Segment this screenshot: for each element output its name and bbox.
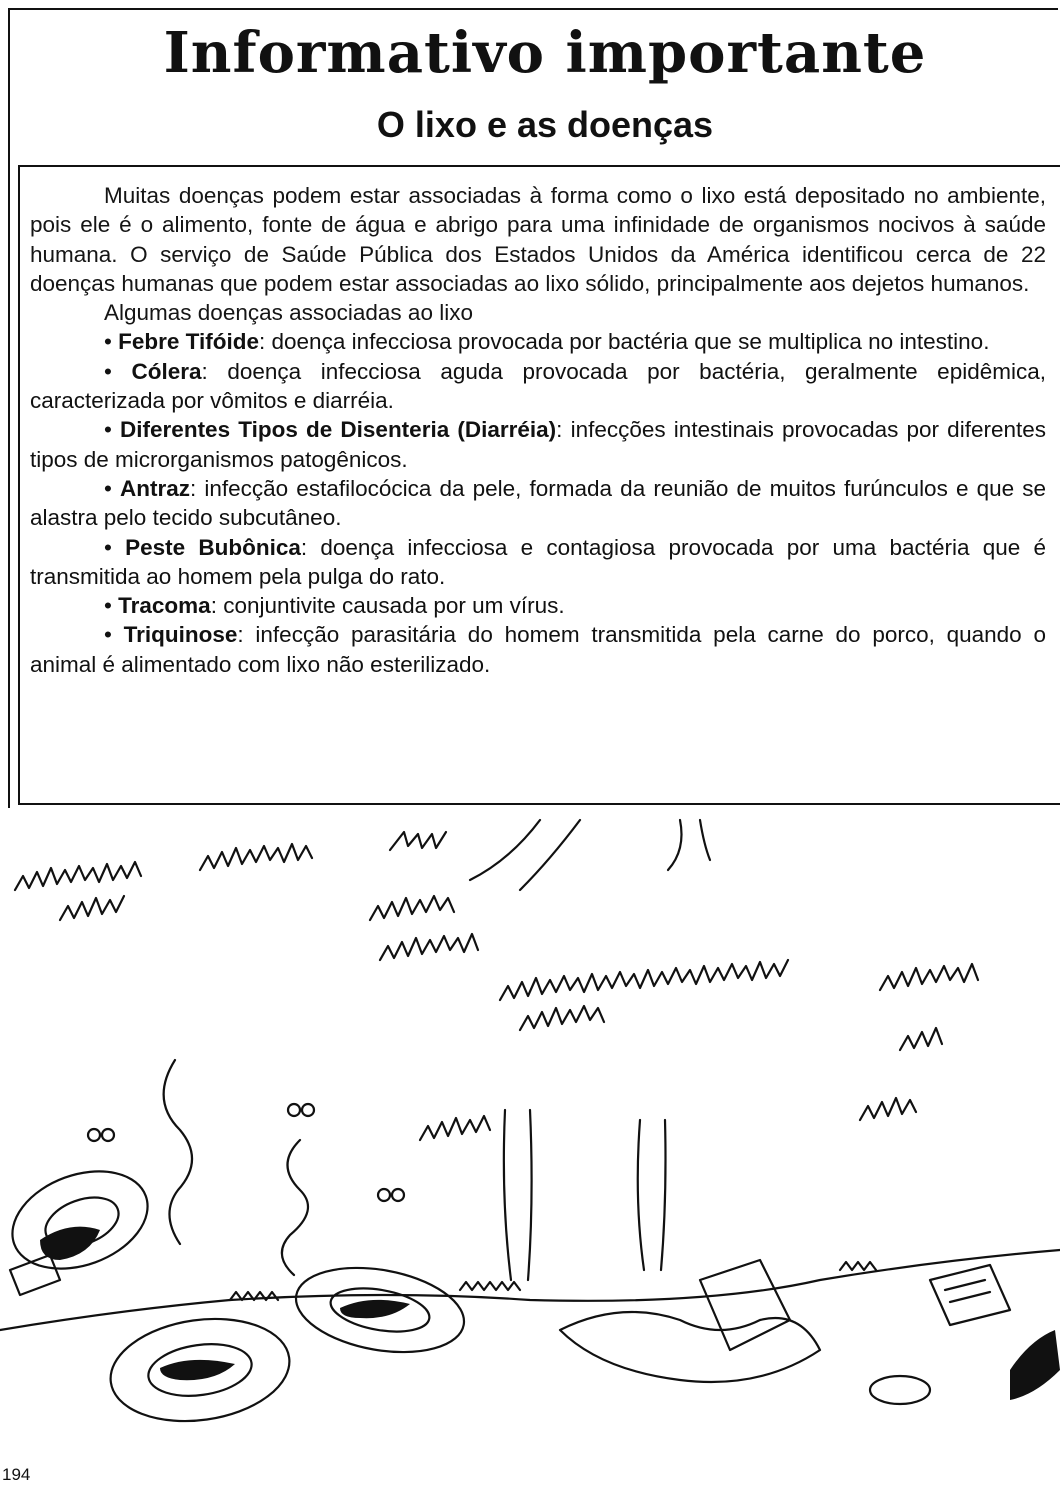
foliage-scribble: [900, 1028, 942, 1050]
disease-term: Diferentes Tipos de Disenteria (Diarréia): [120, 417, 557, 443]
disease-item-disenteria: • Diferentes Tipos de Disenteria (Diarréia): infecções intestinais provocadas por diferentes tipos de microrganismos patogênicos.: [30, 417, 1046, 472]
fly-icon: [288, 1104, 314, 1116]
fly-icon: [88, 1129, 114, 1141]
disease-term: Triquinose: [123, 622, 238, 648]
fly-icon: [378, 1189, 404, 1201]
tree-trunk: [504, 1110, 532, 1280]
disease-item-antraz: • Antraz: infecção estafilocócica da pele, formada da reunião de muitos furúnculos e que se alastra pelo tecido subcutâneo.: [30, 475, 1046, 531]
list-heading: Algumas doenças associadas ao lixo: [104, 300, 473, 326]
page-number: 194: [2, 1465, 31, 1484]
disease-desc: infecções intestinais provocadas por diferentes tipos de microrganismos patogênicos.: [30, 417, 1046, 472]
disease-item-triquinose: • Triquinose: infecção parasitária do homem transmitida pela carne do porco, quando o animal é alimentado com lixo não esterilizado.: [30, 622, 1046, 677]
tree-branch: [390, 832, 446, 850]
page-subtitle: O lixo e as doenças: [376, 104, 714, 145]
disease-desc: doença infecciosa aguda provocada por bactéria, geralmente epidêmica, caracterizada por vômitos e diarréia.: [30, 358, 1046, 414]
tire-left: [0, 1154, 161, 1286]
disease-item-febre-tifoide: • Febre Tifóide: doença infecciosa provocada por bactéria que se multiplica no intestino.: [104, 329, 990, 355]
foliage-scribble: [880, 964, 978, 990]
debris-pile: [560, 1312, 820, 1382]
tire-shadow: [40, 1227, 100, 1260]
tire-shadow: [160, 1360, 235, 1380]
debris-can: [10, 1255, 60, 1295]
intro-paragraph: Muitas doenças podem estar associadas à forma como o lixo está depositado no ambiente, pois ele é o alimento, fonte de água e abrigo para uma infinidade de organismos nocivos à saúde humana. O serviço de Saúde Pública dos Estados Unidos da América identificou cerca de 22 doenças humanas que podem estar associadas ao lixo sólido, principalmente aos dejetos humanos.: [30, 183, 1046, 296]
foliage-scribble: [860, 1098, 916, 1120]
info-box: [18, 165, 1060, 805]
disease-desc: infecção parasitária do homem transmitida pela carne do porco, quando o animal é alimentado com lixo não esterilizado.: [30, 622, 1046, 677]
tree-branch: [470, 820, 580, 890]
disease-term: Febre Tifóide: [118, 329, 259, 355]
disease-item-peste-bubonica: • Peste Bubônica: doença infecciosa e contagiosa provocada por uma bactéria que é transmitida ao homem pela pulga do rato.: [30, 534, 1047, 589]
mud-splash: [1010, 1330, 1060, 1400]
disease-desc: conjuntivite causada por um vírus.: [223, 593, 565, 619]
tire-shadow: [340, 1300, 410, 1318]
debris-bag: [700, 1260, 790, 1350]
disease-desc: doença infecciosa e contagiosa provocada por uma bactéria que é transmitida ao homem pela pulga do rato.: [30, 534, 1047, 589]
foliage-scribble: [60, 896, 124, 920]
debris-plate: [870, 1376, 930, 1404]
disease-desc: infecção estafilocócica da pele, formada da reunião de muitos furúnculos e que se alastra pelo tecido subcutâneo.: [30, 475, 1046, 531]
foliage-scribble: [15, 862, 141, 890]
disease-term: Antraz: [120, 475, 191, 501]
foliage-scribble: [370, 896, 454, 920]
disease-term: Cólera: [131, 358, 202, 384]
page-title: Informativo importante: [163, 20, 927, 86]
tree-branch: [668, 820, 710, 870]
stink-line: [282, 1140, 308, 1275]
foliage-scribble: [420, 1116, 490, 1140]
disease-term: Tracoma: [118, 593, 211, 619]
ground-grass: [230, 1262, 876, 1300]
stink-line: [164, 1060, 192, 1244]
foliage-scribble: [520, 1006, 604, 1030]
debris-crate: [930, 1265, 1010, 1325]
garbage-dump-illustration: [0, 810, 1060, 1470]
disease-desc: doença infecciosa provocada por bactéria que se multiplica no intestino.: [271, 329, 990, 355]
foliage-scribble: [200, 844, 312, 870]
disease-term: Peste Bubônica: [125, 534, 301, 560]
disease-item-tracoma: • Tracoma: conjuntivite causada por um vírus.: [104, 593, 565, 619]
tree-trunk: [638, 1120, 666, 1270]
foliage-scribble: [500, 960, 788, 1000]
foliage-scribble: [380, 934, 478, 960]
disease-item-colera: • Cólera: doença infecciosa aguda provocada por bactéria, geralmente epidêmica, caracterizada por vômitos e diarréia.: [30, 358, 1046, 414]
